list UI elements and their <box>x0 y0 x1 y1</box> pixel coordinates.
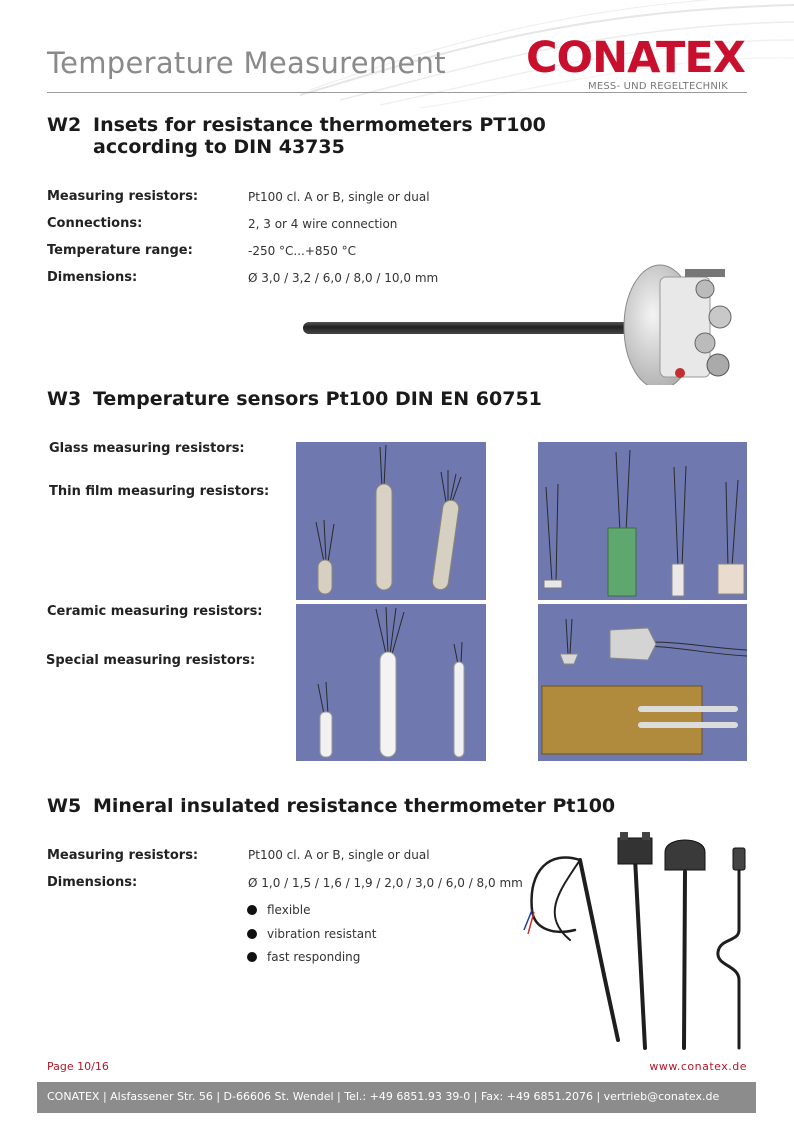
w2-spec-value: -250 °C...+850 °C <box>248 244 357 258</box>
glass-resistors-photo <box>296 442 486 600</box>
website-link[interactable]: www.conatex.de <box>649 1060 747 1073</box>
title-divider <box>47 92 747 93</box>
feature-text: flexible <box>267 903 311 917</box>
w2-number: W2 <box>47 114 82 136</box>
w2-spec-value: Pt100 cl. A or B, single or dual <box>248 190 430 204</box>
w2-spec-label: Dimensions: <box>47 270 138 285</box>
w5-title: Mineral insulated resistance thermometer Pt100 <box>93 795 616 817</box>
special-resistors-photo <box>538 604 747 761</box>
ceramic-resistors-photo <box>296 604 486 761</box>
feature-text: fast responding <box>267 950 361 964</box>
feature-item <box>247 950 360 964</box>
w5-heading <box>47 795 615 817</box>
w2-spec-value: 2, 3 or 4 wire connection <box>248 217 398 231</box>
svg-text:CONATEX: CONATEX <box>526 34 745 78</box>
conatex-logo <box>526 34 748 78</box>
page-title: Temperature Measurement <box>47 46 446 80</box>
w2-inset-product-image <box>300 255 750 385</box>
ceramic-resistors-label: Ceramic measuring resistors: <box>47 604 263 619</box>
feature-item <box>247 927 376 941</box>
page-number: Page 10/16 <box>47 1060 109 1073</box>
w3-title: Temperature sensors Pt100 DIN EN 60751 <box>93 388 542 410</box>
w5-spec-value: Pt100 cl. A or B, single or dual <box>248 848 430 862</box>
w2-spec-label: Temperature range: <box>47 243 193 258</box>
thin-film-resistors-label: Thin film measuring resistors: <box>49 484 270 499</box>
w3-heading <box>47 388 542 410</box>
w5-mineral-insulated-product-image <box>520 830 755 1052</box>
w2-title-line1: Insets for resistance thermometers PT100 <box>93 114 546 136</box>
w5-spec-label: Measuring resistors: <box>47 848 199 863</box>
w5-number: W5 <box>47 795 82 817</box>
w2-spec-label: Measuring resistors: <box>47 189 199 204</box>
bullet-dot-icon <box>247 905 257 915</box>
logo-subtitle: MESS- UND REGELTECHNIK <box>588 81 728 92</box>
glass-resistors-label: Glass measuring resistors: <box>49 441 245 456</box>
special-resistors-label: Special measuring resistors: <box>46 653 256 668</box>
w5-spec-label: Dimensions: <box>47 875 138 890</box>
w2-spec-value: Ø 3,0 / 3,2 / 6,0 / 8,0 / 10,0 mm <box>248 271 439 285</box>
footer-bar <box>37 1082 756 1113</box>
w2-heading <box>47 114 546 158</box>
feature-text: vibration resistant <box>267 927 377 941</box>
w5-spec-value: Ø 1,0 / 1,5 / 1,6 / 1,9 / 2,0 / 3,0 / 6,0 / 8,0 mm <box>248 876 523 890</box>
bullet-dot-icon <box>247 929 257 939</box>
w2-spec-label: Connections: <box>47 216 143 231</box>
w2-title-line2: according to DIN 43735 <box>93 136 345 158</box>
w3-number: W3 <box>47 388 82 410</box>
footer-address: CONATEX | Alsfassener Str. 56 | D-66606 St. Wendel | Tel.: +49 6851.93 39-0 | Fax: +49 6851.2076 | vertrieb@conatex.de <box>47 1090 720 1103</box>
feature-item <box>247 903 311 917</box>
bullet-dot-icon <box>247 952 257 962</box>
thin-film-resistors-photo <box>538 442 747 600</box>
